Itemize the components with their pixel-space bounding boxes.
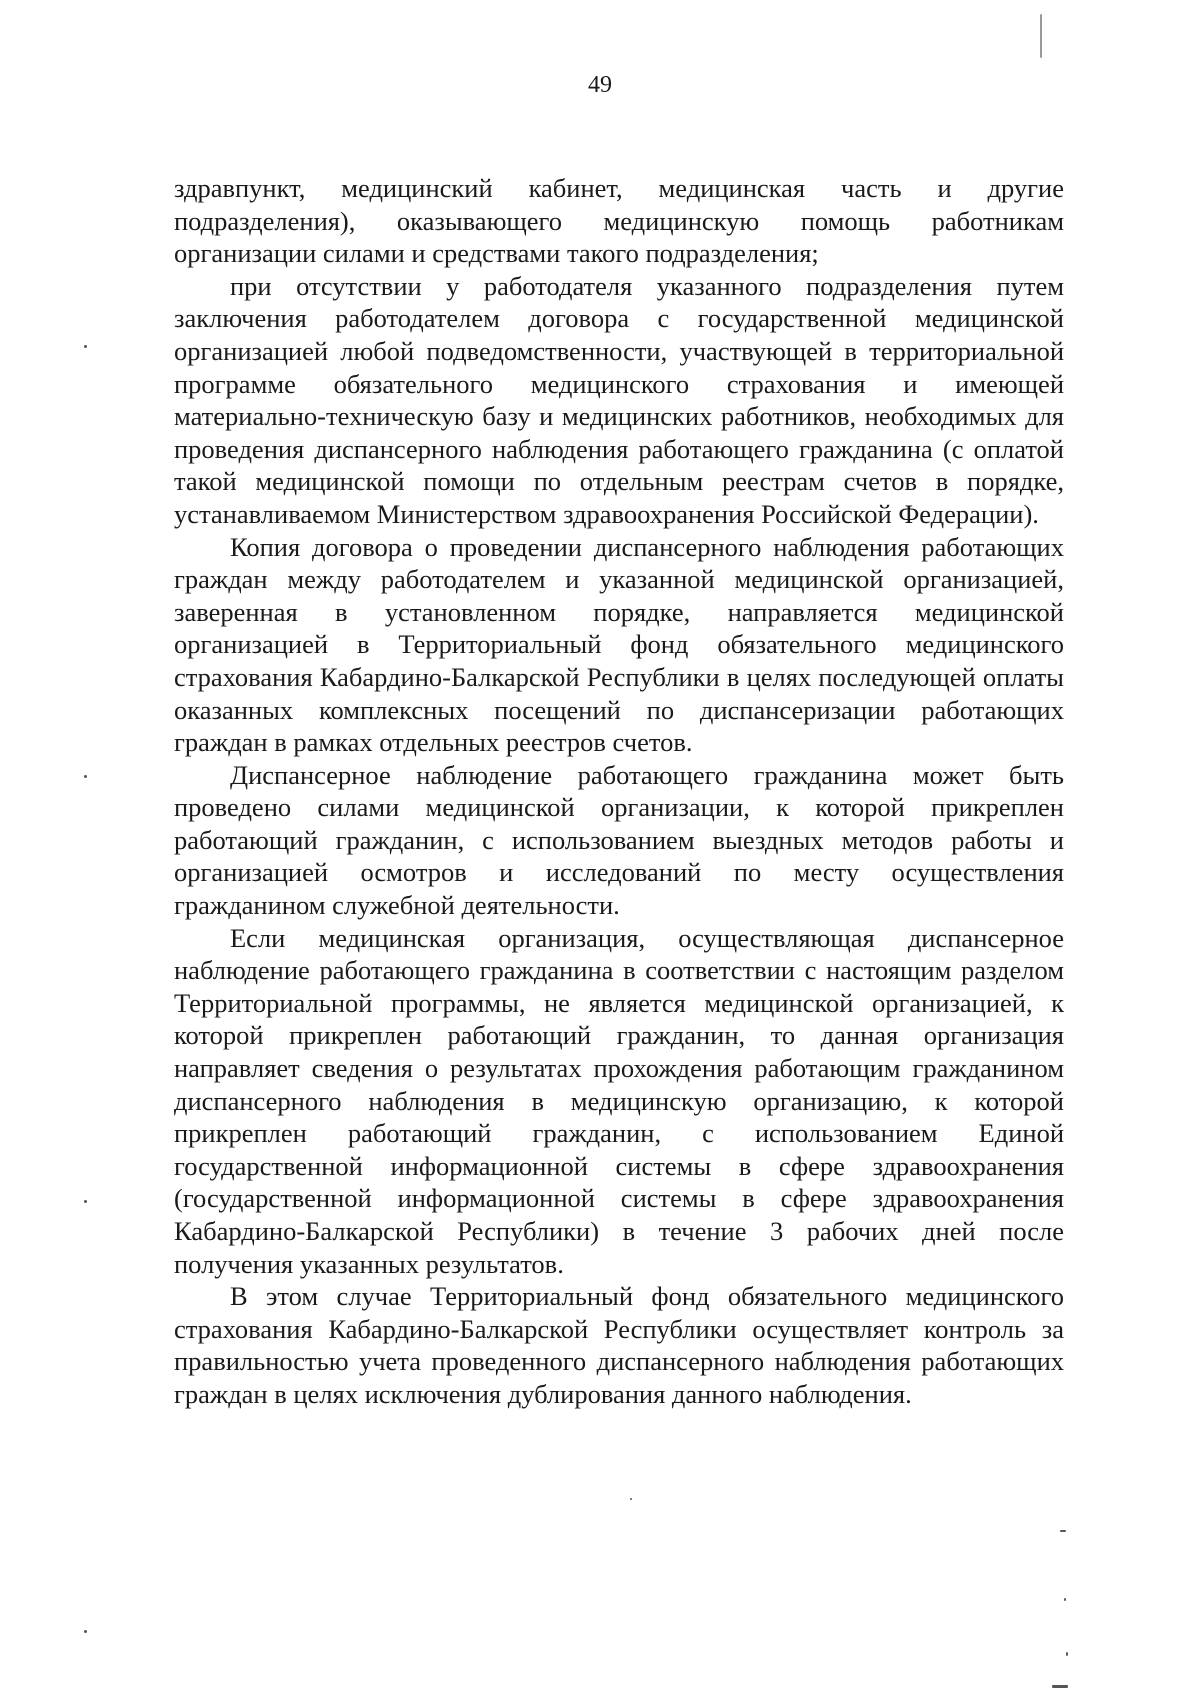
paragraph-3: Копия договора о проведении диспансерного наблюдения работающих граждан между работодателем и указанной медицинской организацией, заверенная в установленном порядке, направляется медицинской организацией в Территориальный фонд обязательного медицинского страхования Кабардино-Балкарской Республики в целях последующей оплаты оказанных комплексных посещений по диспансеризации работающих граждан в рамках отдельных реестров счетов. [174,531,1064,758]
scan-speck [1060,1530,1066,1532]
paragraph-6: В этом случае Территориальный фонд обязательного медицинского страхования Кабардино-Балкарской Республики осуществляет контроль за правильностью учета проведенного диспансерного наблюдения работающих граждан в целях исключения дублирования данного наблюдения. [174,1281,1064,1409]
scan-speck [84,1630,87,1633]
paragraph-1: здравпункт, медицинский кабинет, медицинская часть и другие подразделения), оказывающего медицинскую помощь работникам организации силами и средствами такого подразделения; [174,173,1064,269]
paragraph-4: Диспансерное наблюдение работающего гражданина может быть проведено силами медицинской организации, к которой прикреплен работающий гражданин, с использованием выездных методов работы и организацией осмотров и исследований по месту осуществления гражданином служебной деятельности. [174,759,1064,921]
scan-speck [1040,14,1042,58]
scan-speck [1052,1685,1068,1688]
paragraph-2: при отсутствии у работодателя указанного подразделения путем заключения работодателем договора с государственной медицинской организацией любой подведомственности, участвующей в территориальной программе обязательного медицинского страхования и имеющей материально-техническую базу и медицинских работников, необходимых для проведения диспансерного наблюдения работающего гражданина (с оплатой такой медицинской помощи по отдельным реестрам счетов в порядке, устанавливаемом Министерством здравоохранения Российской Федерации). [174,270,1064,529]
document-body [174,172,1064,1411]
scan-speck [630,1498,632,1500]
page-number: 49 [588,72,612,98]
scan-speck [84,345,87,348]
scan-speck [1066,1652,1068,1656]
scan-speck [84,1200,87,1203]
paragraph-5: Если медицинская организация, осуществляющая диспансерное наблюдение работающего гражданина в соответствии с настоящим разделом Территориальной программы, не является медицинской организацией, к которой прикреплен работающий гражданин, то данная организация направляет сведения о результатах прохождения работающим гражданином диспансерного наблюдения в медицинскую организацию, к которой прикреплен работающий гражданин, с использованием Единой государственной информационной системы в сфере здравоохранения (государственной информационной системы в сфере здравоохранения Кабардино-Балкарской Республики) в течение 3 рабочих дней после получения указанных результатов. [174,922,1064,1279]
scan-speck [1064,1598,1066,1601]
scan-speck [84,775,87,778]
